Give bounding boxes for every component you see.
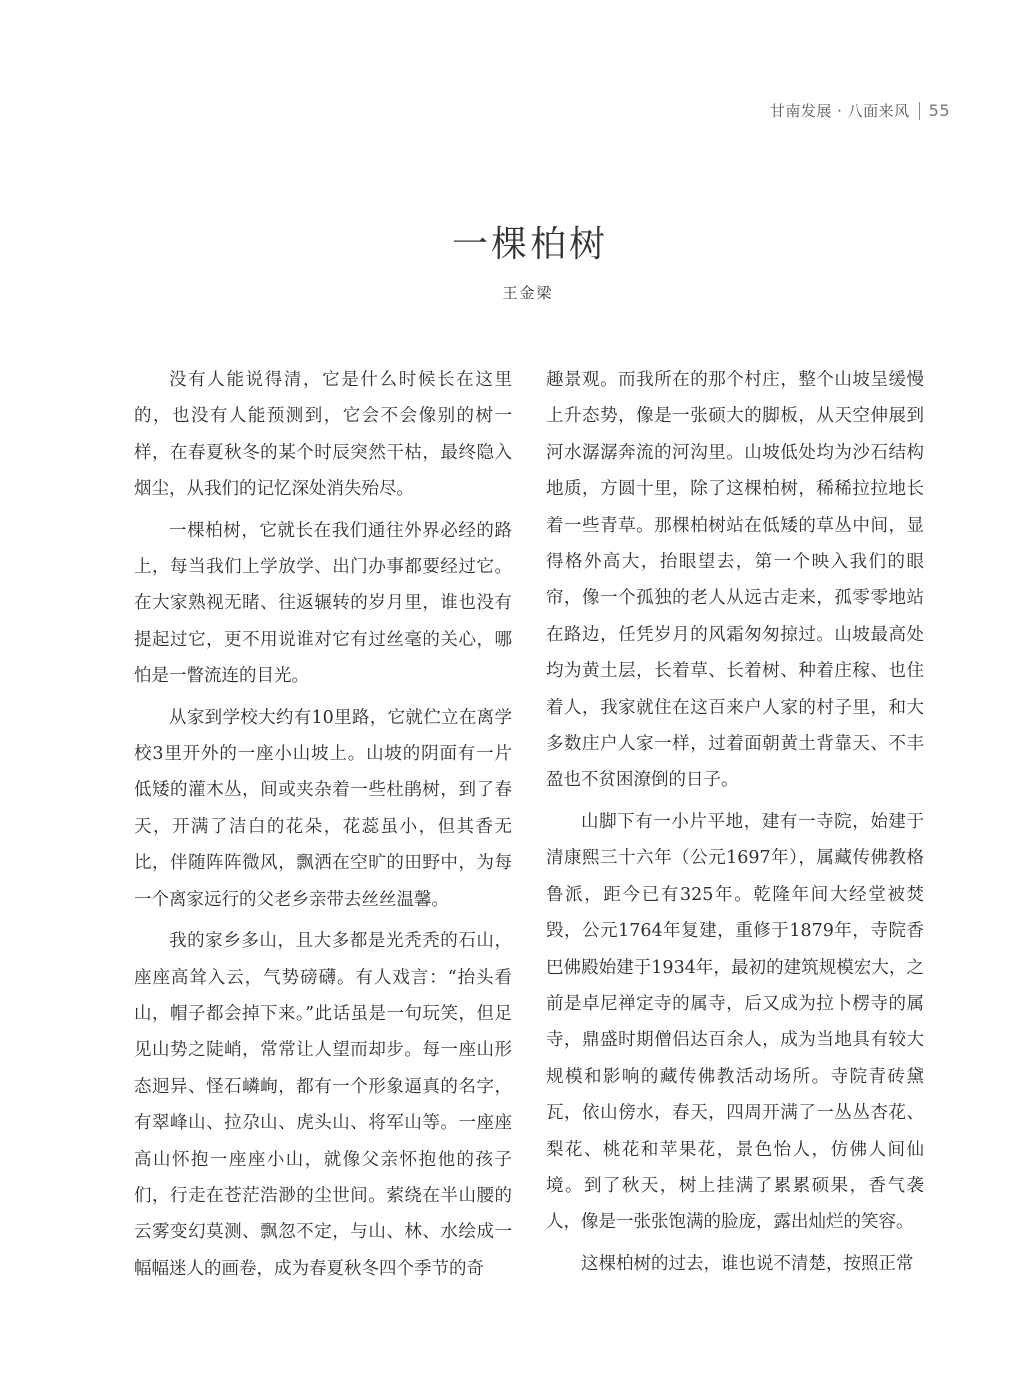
article-title: 一棵柏树	[451, 224, 608, 265]
section-title: 甘南发展 · 八面来风	[769, 102, 910, 120]
paragraph: 我的家乡多山，且大多都是光秃秃的石山，座座高耸入云，气势磅礴。有人戏言：“抬头看山，帽子都会掉下来。”此话虽是一句玩笑，但足见山势之陡峭，常常让人望而却步。每一座山形态迥异、怪石嶙峋，都有一个形象逼真的名字，有翠峰山、拉尕山、虎头山、将军山等。一座座高山怀抱一座座小山，就像父亲怀抱他的孩子们，行走在苍茫浩渺的尘世间。萦绕在半山腰的云雾变幻莫测、飘忽不定，与山、林、水绘成一幅幅迷人的画卷，成为春夏秋冬四个季节的奇	[134, 931, 512, 1279]
article-author: 王金梁	[502, 284, 554, 302]
running-header	[770, 100, 950, 121]
paragraph: 山脚下有一小片平地，建有一寺院，始建于清康熙三十六年（公元1697年），属藏传佛教格鲁派，距今已有325年。乾隆年间大经堂被焚毁，公元1764年复建，重修于1879年，寺院香巴佛殿始建于1934年，最初的建筑规模宏大，之前是卓尼禅定寺的属寺，后又成为拉卜楞寺的属寺，鼎盛时期僧侣达百余人，成为当地具有较大规模和影响的藏传佛教活动场所。寺院青砖黛瓦，依山傍水，春天，四周开满了一丛丛杏花、梨花、桃花和苹果花，景色怡人，仿佛人间仙境。到了秋天，树上挂满了累累硕果，香气袭人，像是一张张饱满的脸庞，露出灿烂的笑容。	[546, 811, 924, 1233]
paragraph: 没有人能说得清，它是什么时候长在这里的，也没有人能预测到，它会不会像别的树一样，在春夏秋冬的某个时辰突然干枯，最终隐入烟尘，从我们的记忆深处消失殆尽。	[134, 370, 512, 500]
paragraph: 从家到学校大约有10里路，它就伫立在离学校3里开外的一座小山坡上。山坡的阴面有一片低矮的灌木丛，间或夹杂着一些杜鹃树，到了春天，开满了洁白的花朵，花蕊虽小，但其香无比，伴随阵阵微风，飘洒在空旷的田野中，为每一个离家远行的父老乡亲带去丝丝温馨。	[134, 707, 512, 910]
paragraph-continuation: 趣景观。而我所在的那个村庄，整个山坡呈缓慢上升态势，像是一张硕大的脚板，从天空伸展到河水潺潺奔流的河沟里。山坡低处均为沙石结构地质，方圆十里，除了这棵柏树，稀稀拉拉地长着一些青草。那棵柏树站在低矮的草丛中间，显得格外高大，抬眼望去，第一个映入我们的眼帘，像一个孤独的老人从远古走来，孤零零地站在路边，任凭岁月的风霜匆匆掠过。山坡最高处均为黄土层，长着草、长着树、种着庄稼、也住着人，我家就住在这百来户人家的村子里，和大多数庄户人家一样，过着面朝黄土背靠天、不丰盈也不贫困潦倒的日子。	[546, 370, 924, 791]
page-number: 55	[928, 101, 950, 120]
right-column	[546, 362, 924, 1287]
header-divider	[919, 102, 920, 120]
paragraph: 一棵柏树，它就长在我们通往外界必经的路上，每当我们上学放学、出门办事都要经过它。在大家熟视无睹、往返辗转的岁月里，谁也没有提起过它，更不用说谁对它有过丝毫的关心，哪怕是一瞥流连的目光。	[134, 520, 512, 687]
paragraph: 这棵柏树的过去，谁也说不清楚，按照正常	[581, 1253, 914, 1274]
left-column	[134, 362, 512, 1292]
